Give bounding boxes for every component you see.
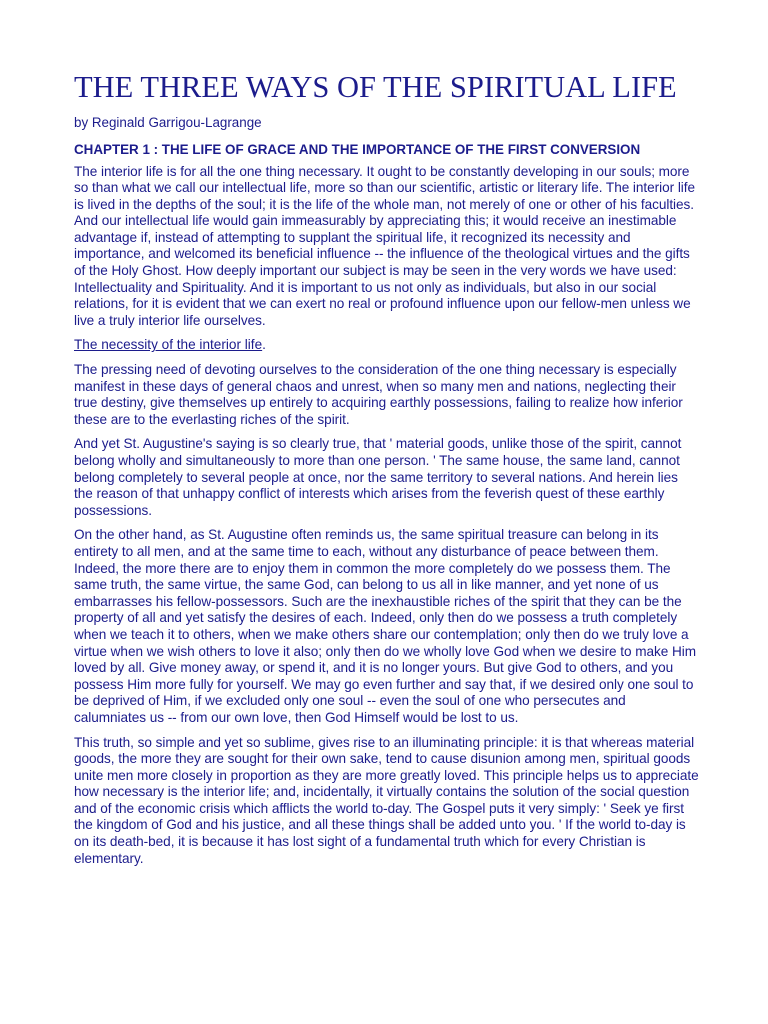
intro-paragraph: The interior life is for all the one thing necessary. It ought to be constantly developing in our souls; more so than what we call our intellectual life, more so than our scientific, artistic or literary life. The interior life is lived in the depths of the soul; it is the life of the whole man, not merely of one or other of his faculties. And our intellectual life would gain immeasurably by appreciating this; it would receive an inestimable advantage if, instead of attempting to supplant the spiritual life, it recognized its necessity and importance, and welcomed its beneficial influence -- the influence of the theological virtues and the gifts of the Holy Ghost. How deeply important our subject is may be seen in the very words we have used: Intellectuality and Spirituality. And it is important to us not only as individuals, but also in our social relations, for it is evident that we can exert no real or profound influence upon our fellow-men unless we live a truly interior life ourselves. — [74, 163, 695, 328]
body-paragraph-1: The pressing need of devoting ourselves to the consideration of the one thing necessary is especially manifest in these days of general chaos and unrest, when so many men and nations, neglecting their true destiny, give themselves up entirely to acquiring earthly possessions, failing to realize how inferior these are to the everlasting riches of the spirit. — [74, 362, 683, 427]
body-paragraph-2: And yet St. Augustine's saying is so clearly true, that ' material goods, unlike those of the spirit, cannot belong wholly and simultaneously to more than one person. ' The same house, the same land, cannot belong completely to several people at once, nor the same territory to several nations. And herein lies the reason of that unhappy conflict of interests which arises from the feverish quest of these earthly possessions. — [74, 436, 682, 518]
body-paragraph-4: This truth, so simple and yet so sublime, gives rise to an illuminating principle: it is that whereas material goods, the more they are sought for their own sake, tend to cause disunion among men, spiritual goods unite men more closely in proportion as they are more greatly loved. This principle helps us to appreciate how necessary is the interior life; and, incidentally, it virtually contains the solution of the social question and of the economic crisis which afflicts the world to-day. The Gospel puts it very simply: ' Seek ye first the kingdom of God and his justice, and all these things shall be added unto you. ' If the world to-day is on its death-bed, it is because it has lost sight of a fundamental truth which for every Christian is elementary. — [74, 734, 699, 866]
author-byline: by Reginald Garrigou-Lagrange — [74, 115, 262, 130]
section-heading — [74, 337, 700, 354]
chapter-heading: CHAPTER 1 : THE LIFE OF GRACE AND THE IMPORTANCE OF THE FIRST CONVERSION — [74, 142, 641, 157]
body-paragraph-3: On the other hand, as St. Augustine often reminds us, the same spiritual treasure can belong in its entirety to all men, and at the same time to each, without any disturbance of peace between them. Indeed, the more there are to enjoy them in common the more completely do we possess them. The same truth, the same virtue, the same God, can belong to us all in like manner, and yet none of us embarrasses his fellow-possessors. Such are the inexhaustible riches of the spirit that they can be the property of all and yet satisfy the desires of each. Indeed, only then do we possess a truth completely when we teach it to others, when we make others share our contemplation; only then do we truly love a virtue when we wish others to love it also; only then do we wholly love God when we desire to make Him loved by all. Give money away, or spend it, and it is no longer yours. But give God to others, and you possess Him more fully for yourself. We may go even further and say that, if we desired only one soul to be deprived of Him, if we excluded only one soul -- even the soul of one who persecutes and calumniates us -- from our own love, then God Himself would be lost to us. — [74, 527, 697, 725]
document-title: THE THREE WAYS OF THE SPIRITUAL LIFE — [74, 70, 677, 104]
section-heading-period: . — [262, 337, 266, 353]
interior-life-link[interactable]: The necessity of the interior life — [74, 337, 263, 353]
document-page — [74, 0, 700, 867]
